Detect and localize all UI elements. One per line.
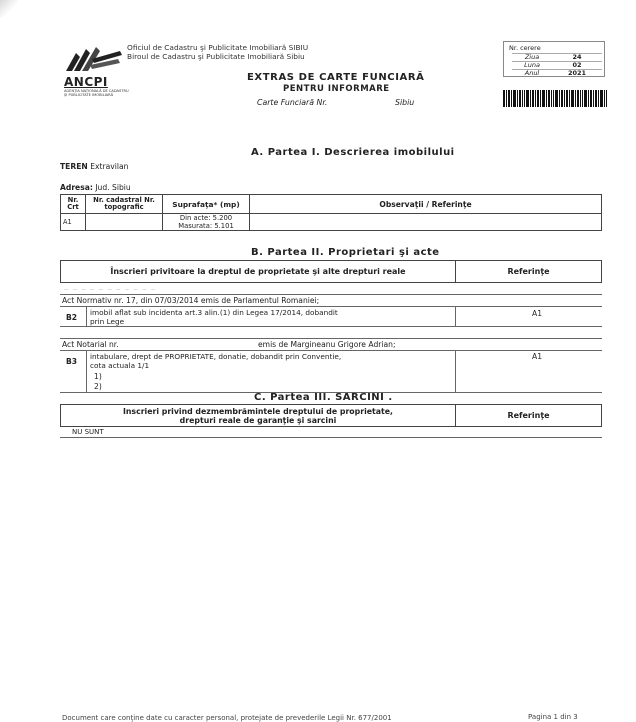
teren-value: Extravilan — [90, 162, 129, 171]
part1-header-row — [61, 195, 602, 214]
divider — [455, 350, 456, 392]
request-row-name: Ziua — [524, 53, 540, 61]
address-label: Adresa: — [60, 183, 93, 192]
request-row-month — [512, 61, 602, 69]
col-suprafata: Suprafaţa* (mp) — [163, 195, 250, 214]
act-notarial-prefix: Act Notarial nr. — [62, 340, 119, 349]
request-row-value: 2021 — [567, 69, 587, 77]
request-row-value: 24 — [572, 53, 582, 61]
divider — [60, 338, 602, 339]
carte-funciara-place: Sibiu — [395, 98, 415, 107]
teren-line — [60, 162, 128, 171]
act-normativ: Act Normativ nr. 17, din 07/03/2014 emis de Parlamentul Romaniei; — [62, 296, 320, 305]
carte-funciara-label: Carte Funciară Nr. — [257, 98, 328, 107]
b2-line-2: prin Lege — [90, 317, 125, 326]
table-row — [61, 214, 602, 231]
org-line-2: Biroul de Cadastru şi Publicitate Imobiliară Sibiu — [127, 52, 305, 61]
request-row-name: Anul — [524, 69, 540, 77]
logo-subtext: AGENŢIA NAŢIONALĂ DE CADASTRU ŞI PUBLICITATE IMOBILIARĂ — [64, 89, 129, 98]
document-title: EXTRAS DE CARTE FUNCIARĂ — [247, 72, 425, 83]
ancpi-logo-mark-icon — [62, 45, 124, 75]
b3-item-2: 2) — [94, 382, 102, 391]
b3-line-1: intabulare, drept de PROPRIETATE, donatie, dobandit prin Conventie, — [90, 352, 342, 361]
address-value: Jud. Sibiu — [95, 183, 131, 192]
b3-label: B3 — [66, 357, 78, 366]
org-line-1: Oficiul de Cadastru şi Publicitate Imobiliară SIBIU — [127, 43, 309, 52]
ancpi-logo — [62, 45, 132, 105]
request-row-day — [512, 53, 602, 61]
divider — [60, 437, 602, 438]
b2-line-1: imobil aflat sub incidenta art.3 alin.(1) din Legea 17/2014, dobandit — [90, 308, 338, 317]
row-cadastral — [86, 214, 163, 231]
request-row-name: Luna — [524, 61, 540, 69]
col-observatii: Observaţii / Referinţe — [250, 195, 602, 214]
part3-value: NU SUNT — [72, 428, 104, 436]
part3-header-line-2: drepturi reale de garanţie şi sarcini — [179, 415, 337, 425]
b2-label: B2 — [66, 313, 78, 322]
part2-header-table — [60, 260, 602, 283]
part1-table — [60, 194, 602, 231]
divider — [455, 306, 456, 326]
suprafata-acte: Din acte: 5.200 — [179, 214, 233, 222]
page-number: Pagina 1 din 3 — [528, 713, 578, 721]
document-subtitle: PENTRU INFORMARE — [283, 84, 390, 94]
part3-header-line-1: Inscrieri privind dezmembrămintele dreptului de proprietate, — [122, 406, 394, 416]
part3-header-main — [61, 405, 456, 427]
divider — [60, 350, 602, 351]
request-grid — [512, 53, 602, 77]
act-notarial — [62, 340, 119, 349]
request-box — [503, 41, 605, 77]
part2-title: B. Partea II. Proprietari şi acte — [251, 247, 440, 258]
part3-header-ref: Referinţe — [456, 405, 602, 427]
col-nr-crt: Nr. Crt — [61, 195, 86, 214]
divider — [60, 294, 602, 295]
page-corner-shadow — [0, 0, 18, 18]
part3-title: C. Partea III. SARCINI . — [254, 392, 393, 403]
suprafata-masurata: Masurata: 5.101 — [178, 222, 234, 230]
teren-label: TEREN — [60, 162, 88, 171]
part2-header-main: Înscrieri privitoare la dreptul de proprietate şi alte drepturi reale — [61, 261, 456, 283]
row-suprafata — [163, 214, 250, 231]
request-row-year — [512, 69, 602, 77]
divider — [86, 306, 87, 326]
b3-line-2: cota actuala 1/1 — [90, 361, 150, 370]
footer-notice: Document care conţine date cu caracter personal, protejate de prevederile Legii Nr. 677/2001 — [62, 714, 392, 722]
b2-ref: A1 — [532, 309, 543, 318]
part3-header-row — [61, 405, 602, 427]
divider — [60, 326, 602, 327]
row-nr: A1 — [61, 214, 86, 231]
divider — [60, 306, 602, 307]
request-label: Nr. cerere — [509, 44, 541, 52]
b3-item-1: 1) — [94, 372, 102, 381]
part1-title: A. Partea I. Descrierea imobilului — [251, 147, 455, 158]
col-nr-cadastral: Nr. cadastral Nr. topografic — [86, 195, 163, 214]
barcode-icon — [503, 90, 607, 107]
faded-text: ‒ ‒ ‒ ‒ ‒ ‒ ‒ ‒ ‒ ‒ ‒ — [64, 285, 157, 293]
act-notarial-issuer: emis de Margineanu Grigore Adrian; — [258, 340, 396, 349]
request-row-value: 02 — [572, 61, 582, 69]
logo-text: ANCPI — [64, 75, 108, 89]
part2-header-row — [61, 261, 602, 283]
part2-header-ref: Referinţe — [456, 261, 602, 283]
b3-ref: A1 — [532, 352, 543, 361]
address-line — [60, 183, 131, 192]
row-observatii — [250, 214, 602, 231]
part3-table — [60, 404, 602, 427]
divider — [86, 350, 87, 392]
